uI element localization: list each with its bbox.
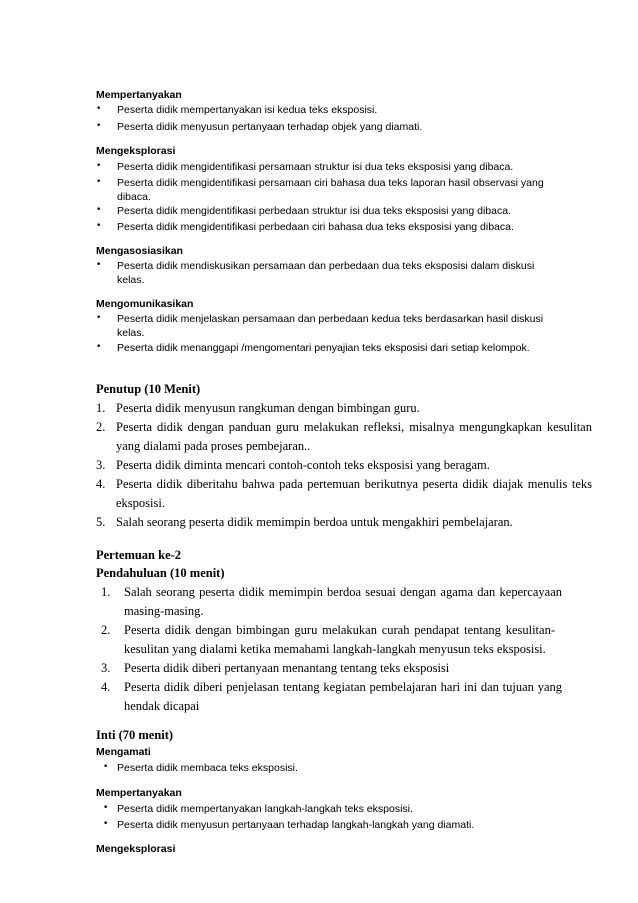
list-item: Salah seorang peserta didik memimpin berdoa untuk mengakhiri pembelajaran.: [116, 515, 513, 529]
bullet-icon: •: [96, 221, 102, 231]
list-item: Peserta didik diminta mencari contoh-contoh teks eksposisi yang beragam.: [116, 458, 490, 472]
list-item: Peserta didik menanggapi /mengomentari penyajian teks eksposisi dari setiap kelompok.: [117, 342, 530, 354]
list-number: 1.: [96, 401, 106, 415]
subsection-heading: Pendahuluan (10 menit): [96, 566, 225, 580]
bullet-icon: •: [96, 342, 102, 352]
list-item-continuation: yang dialami pada proses pembejaran..: [116, 439, 311, 453]
bullet-icon: •: [103, 762, 109, 772]
list-item: Peserta didik menyusun rangkuman dengan bimbingan guru.: [116, 401, 420, 415]
list-item: Peserta didik mempertanyakan langkah-langkah teks eksposisi.: [117, 803, 413, 815]
list-number: 2.: [101, 623, 111, 637]
bullet-icon: •: [96, 177, 102, 187]
list-item-continuation: eksposisi.: [116, 496, 165, 510]
list-item: Peserta didik diberi penjelasan tentang kegiatan pembelajaran hari ini dan tujuan yang: [124, 680, 562, 694]
bullet-icon: •: [96, 121, 102, 131]
bullet-icon: •: [96, 205, 102, 215]
section-heading: Mengasosiasikan: [96, 245, 183, 257]
list-item: Peserta didik mengidentifikasi persamaan struktur isi dua teks eksposisi yang dibaca.: [117, 161, 514, 173]
list-item: Peserta didik mendiskusikan persamaan dan perbedaan dua teks eksposisi dalam diskusi: [117, 260, 535, 272]
bullet-icon: •: [96, 260, 102, 270]
subsection-heading: Mengeksplorasi: [96, 843, 176, 855]
list-number: 3.: [101, 661, 111, 675]
list-item-continuation: kelas.: [117, 327, 145, 339]
list-item-continuation: masing-masing.: [124, 604, 204, 618]
list-item: Peserta didik mengidentifikasi perbedaan struktur isi dua teks eksposisi yang dibaca.: [117, 205, 511, 217]
section-heading: Inti (70 menit): [96, 728, 174, 742]
list-item: Peserta didik diberitahu bahwa pada pertemuan berikutnya peserta didik diajak menulis teks: [116, 477, 592, 491]
list-number: 5.: [96, 515, 106, 529]
list-item: Peserta didik diberi pertanyaan menantang tentang teks eksposisi: [124, 661, 450, 675]
subsection-heading: Mengamati: [96, 746, 151, 758]
section-heading: Mengomunikasikan: [96, 298, 194, 310]
list-item: Peserta didik mengidentifikasi perbedaan ciri bahasa dua teks eksposisi yang dibaca.: [117, 221, 514, 233]
list-number: 1.: [101, 585, 111, 599]
list-item: Peserta didik mempertanyakan isi kedua teks eksposisi.: [117, 104, 378, 116]
list-number: 2.: [96, 420, 106, 434]
section-heading: Penutup (10 Menit): [96, 382, 201, 396]
bullet-icon: •: [103, 803, 109, 813]
list-item: Peserta didik menyusun pertanyaan terhadap objek yang diamati.: [117, 121, 423, 133]
list-item: Salah seorang peserta didik memimpin berdoa sesuai dengan agama dan kepercayaan: [124, 585, 562, 599]
list-item-continuation: hendak dicapai: [124, 699, 200, 713]
list-number: 4.: [96, 477, 106, 491]
section-heading: Pertemuan ke-2: [96, 548, 182, 562]
list-item: Peserta didik mengidentifikasi persamaan ciri bahasa dua teks laporan hasil observasi yang: [117, 177, 544, 189]
list-item-continuation: dibaca.: [117, 191, 151, 203]
list-item-continuation: kesulitan yang dialami ketika memahami langkah-langkah menyusun teks eksposisi.: [124, 642, 546, 656]
bullet-icon: •: [103, 819, 109, 829]
list-item-continuation: kelas.: [117, 274, 145, 286]
list-item: Peserta didik dengan bimbingan guru melakukan curah pendapat tentang kesulitan-: [124, 623, 555, 637]
bullet-icon: •: [96, 104, 102, 114]
list-number: 4.: [101, 680, 111, 694]
section-heading: Mempertanyakan: [96, 89, 182, 101]
bullet-icon: •: [96, 161, 102, 171]
subsection-heading: Mempertanyakan: [96, 787, 182, 799]
list-item: Peserta didik menyusun pertanyaan terhadap langkah-langkah yang diamati.: [117, 819, 475, 831]
list-item: Peserta didik menjelaskan persamaan dan perbedaan kedua teks berdasarkan hasil diskusi: [117, 313, 544, 325]
list-number: 3.: [96, 458, 106, 472]
section-heading: Mengeksplorasi: [96, 145, 176, 157]
list-item: Peserta didik dengan panduan guru melakukan refleksi, misalnya mengungkapkan kesulitan: [116, 420, 592, 434]
list-item: Peserta didik membaca teks eksposisi.: [117, 762, 298, 774]
bullet-icon: •: [96, 313, 102, 323]
